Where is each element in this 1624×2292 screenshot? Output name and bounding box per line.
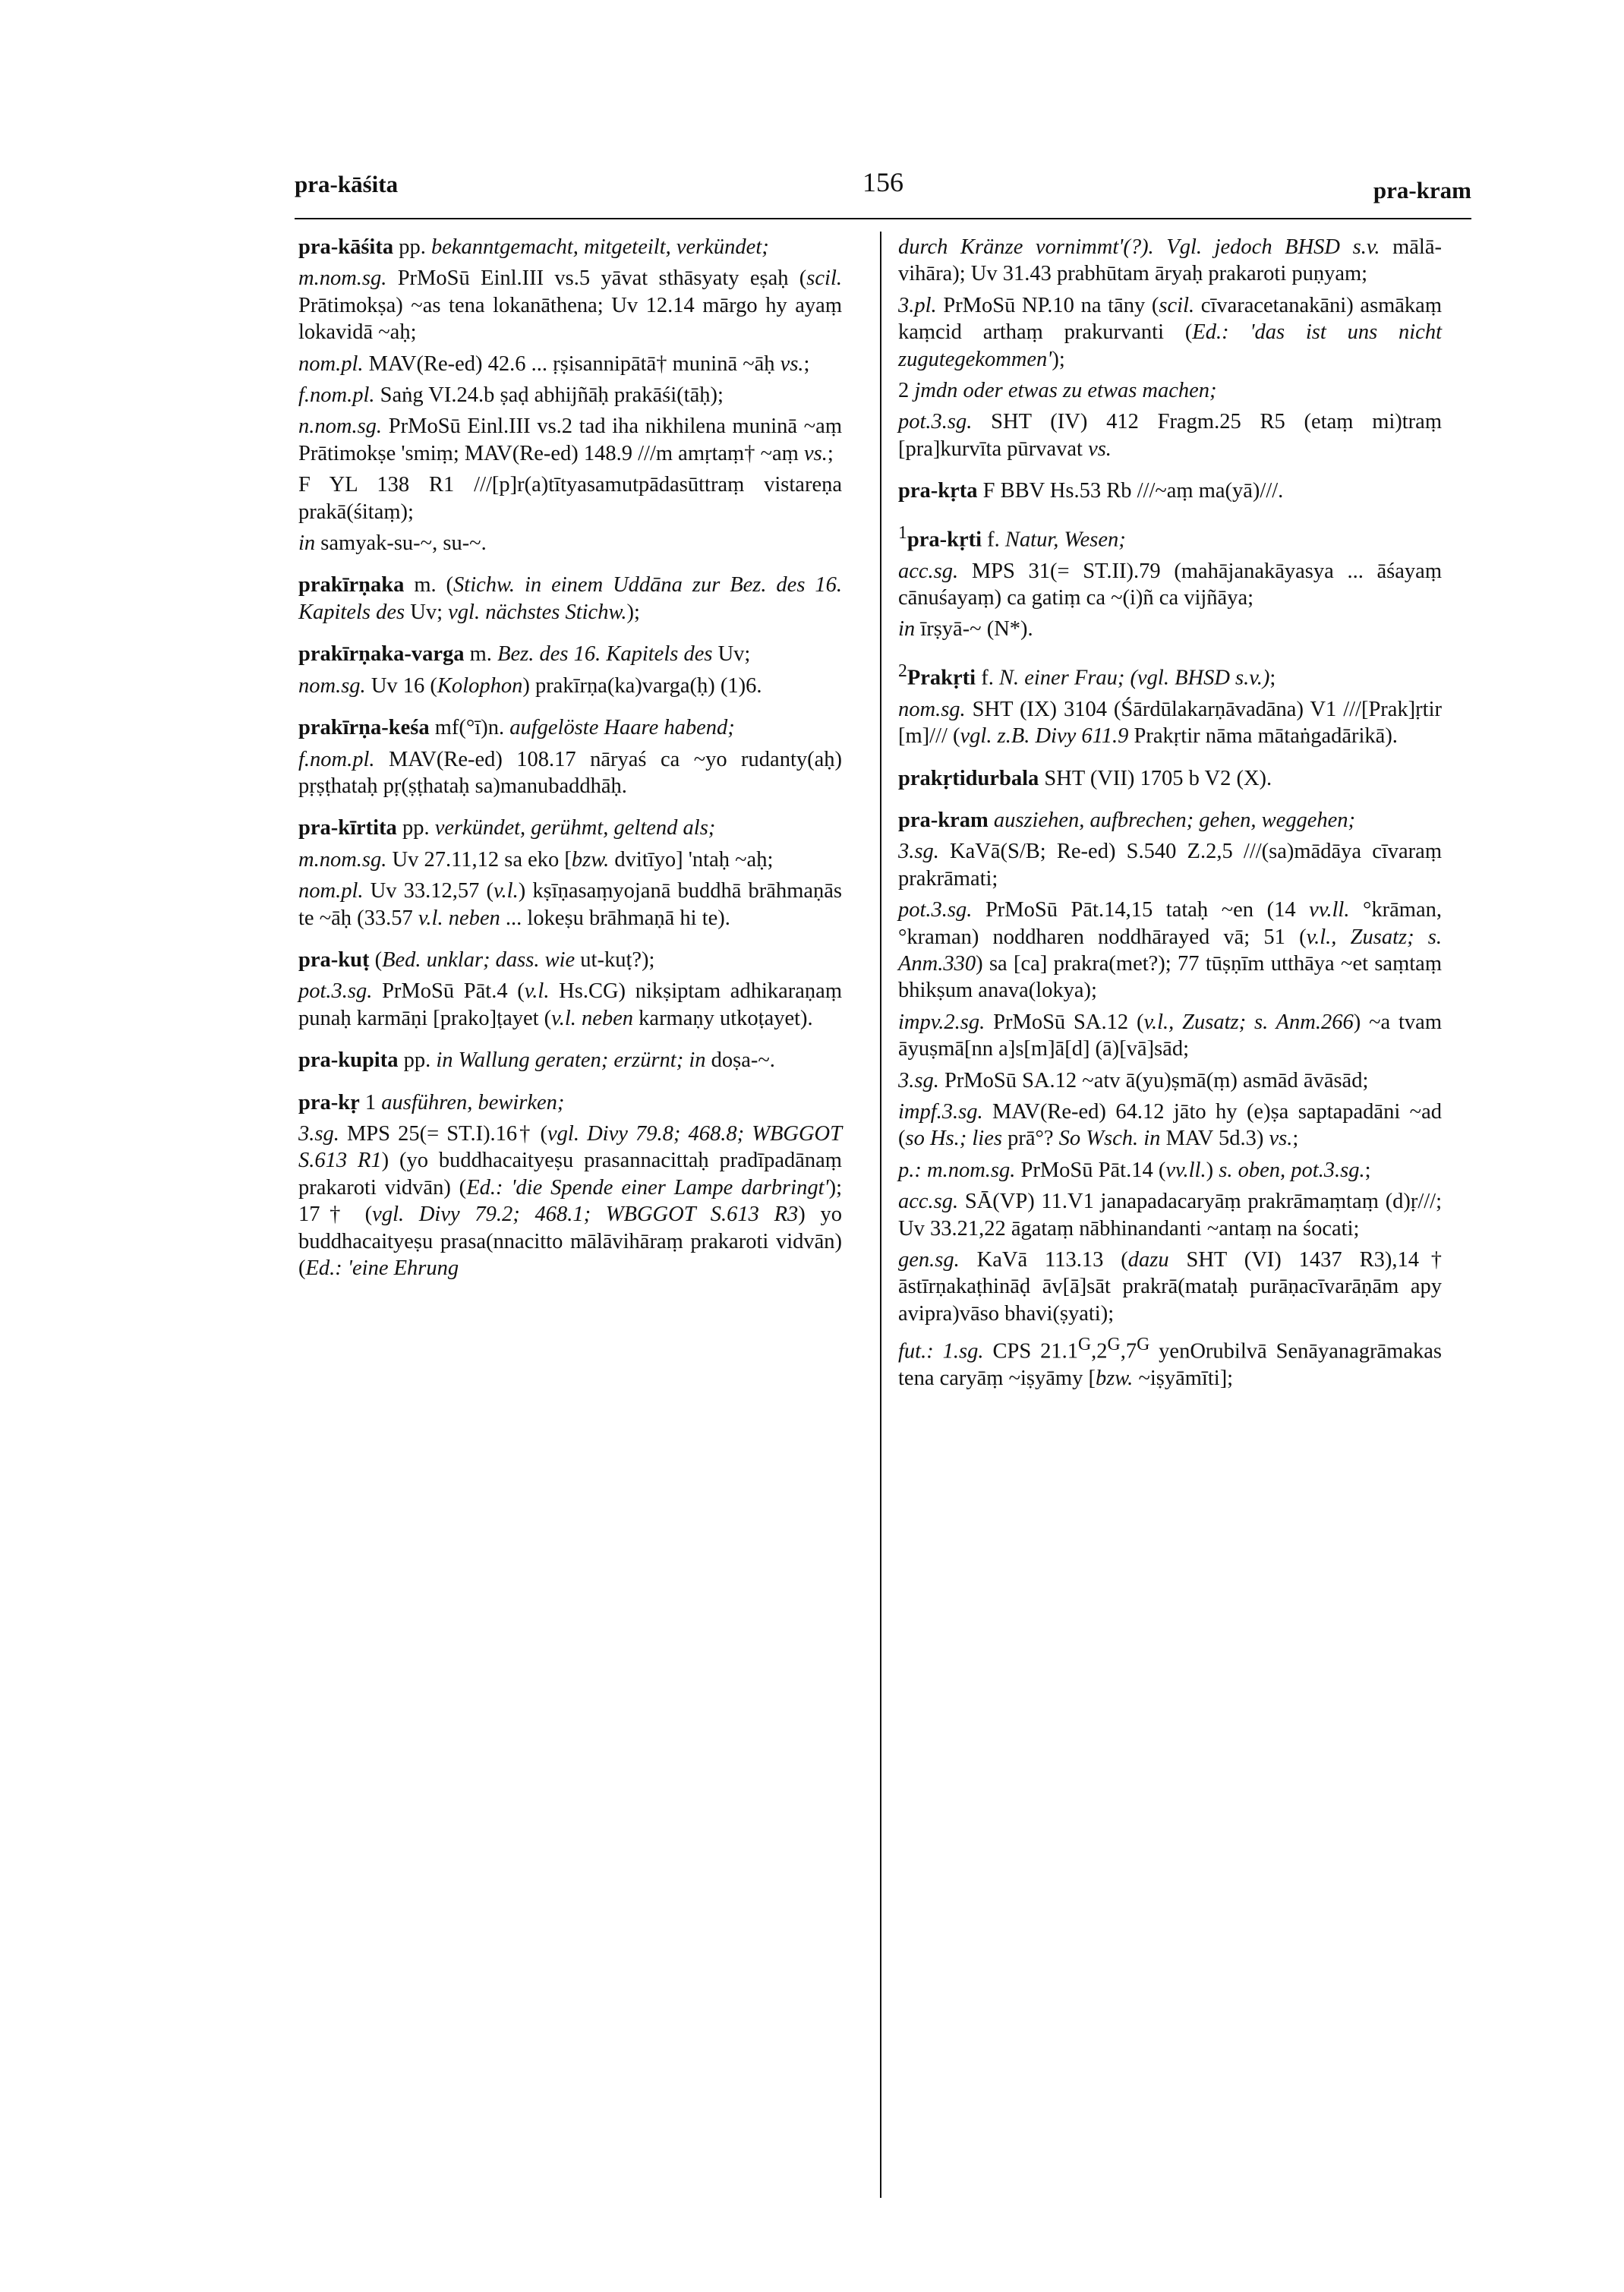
- dictionary-entry: [298, 234, 842, 556]
- left-column: [298, 234, 842, 1297]
- entry-citation: 3.pl. PrMoSū NP.10 na tāny (scil. cīvaracetanakāni) asmākaṃ kaṃcid arthaṃ prakurvanti (Ed.: 'das ist uns nicht zugutegekommen');: [898, 293, 1443, 371]
- entry-citation: nom.pl. Uv 33.12,57 (v.l.) kṣīṇasaṃyojanā buddhā brāhmaṇās te ~āḥ (33.57 v.l. neben ... lokeṣu brāhmaṇā hi te).: [298, 879, 842, 930]
- header-rule: [295, 218, 1471, 219]
- dictionary-entry: [898, 658, 1442, 750]
- entry-citation: pot.3.sg. SHT (IV) 412 Fragm.25 R5 (etaṃ mi)traṃ [pra]kurvīta pūrvavat vs.: [898, 410, 1442, 461]
- entry-citation: impv.2.sg. PrMoSū SA.12 (v.l., Zusatz; s. Anm.266) ~a tvam āyuṣmā[nn a]s[m]ā[d] (ā)[vā]sād;: [898, 1010, 1442, 1061]
- entry-headline: pra-kupita pp. in Wallung geraten; erzürnt; in doṣa-~.: [298, 1048, 775, 1073]
- entry-headline: prakṛtidurbala SHT (VII) 1705 b V2 (X).: [898, 766, 1272, 790]
- entry-citation: F YL 138 R1 ///[p]r(a)tītyasamutpādasūttraṃ vistareṇa prakā(śitaṃ);: [298, 473, 842, 524]
- entry-citation: f.nom.pl. MAV(Re-ed) 108.17 nāryaś ca ~yo rudanty(aḥ) pṛṣṭhataḥ pṛ(ṣṭhataḥ sa)manubaddhāḥ.: [298, 747, 842, 798]
- dictionary-entry: [298, 714, 842, 799]
- entry-citation: n.nom.sg. PrMoSū Einl.III vs.2 tad iha nikhilena muninā ~aṃ Prātimokṣe 'smiṃ; MAV(Re-ed) 148.9 ///m amṛtaṃ† ~aṃ vs.;: [298, 415, 842, 465]
- dictionary-entry: [898, 478, 1442, 504]
- entry-headline: pra-kram ausziehen, aufbrechen; gehen, weggehen;: [898, 808, 1356, 832]
- dictionary-entry: [298, 1047, 842, 1073]
- dictionary-entry: [298, 815, 842, 932]
- entry-headline: prakīrṇa-keśa mf(°ī)n. aufgelöste Haare habend;: [298, 716, 735, 740]
- header-left-keyword: pra-kāśita: [295, 171, 399, 197]
- entry-citation: f.nom.pl. Saṅg VI.24.b ṣaḍ abhijñāḥ prakāśi(tāḥ);: [298, 383, 724, 408]
- dictionary-entry: [898, 520, 1442, 643]
- page-number: 156: [862, 167, 903, 197]
- entry-citation: 2 jmdn oder etwas zu etwas machen;: [898, 379, 1217, 403]
- entry-headline: pra-kṛ 1 ausführen, bewirken;: [298, 1090, 565, 1114]
- entry-citation: pot.3.sg. PrMoSū Pāt.4 (v.l. Hs.CG) nikṣiptam adhikaraṇaṃ punaḥ karmāṇi [prako]ṭayet (v.l. neben karmaṇy utkoṭayet).: [298, 979, 842, 1030]
- entry-headline: durch Kränze vornimmt'(?). Vgl. jedoch BHSD s.v. mālā-vihāra); Uv 31.43 prabhūtam āryaḥ prakaroti puṇyam;: [898, 235, 1442, 286]
- dictionary-entry: [298, 572, 842, 626]
- entry-citation: 3.sg. KaVā(S/B; Re-ed) S.540 Z.2,5 ///(sa)mādāya cīvaraṃ prakrāmati;: [898, 840, 1442, 891]
- dictionary-entry: [298, 1089, 842, 1282]
- entry-citation: pot.3.sg. PrMoSū Pāt.14,15 tataḥ ~en (14 vv.ll. °krāman, °kraman) noddharen noddhārayed vā; 51 (v.l., Zusatz; s. Anm.330) sa [ca] prakra(met?); 77 tūṣṇīm utthāya ~et saṃtaṃ bhikṣum anava(lokya);: [898, 898, 1442, 1003]
- entry-citation: m.nom.sg. Uv 27.11,12 sa eko [bzw. dvitīyo] 'ntaḥ ~aḥ;: [298, 847, 774, 872]
- entry-citation: in samyak-su-~, su-~.: [298, 531, 487, 556]
- entry-citation: m.nom.sg. PrMoSū Einl.III vs.5 yāvat sthāsyaty eṣaḥ (scil. Prātimokṣa) ~as tena lokanāthena; Uv 12.14 mārgo hy ayaṃ lokavidā ~aḥ;: [298, 266, 842, 345]
- entry-citation: acc.sg. MPS 31(= ST.II).79 (mahājanakāyasya ... āśayaṃ cānuśayaṃ) ca gatiṃ ca ~(i)ñ ca vijñāya;: [898, 559, 1442, 610]
- entry-headline: pra-kīrtita pp. verkündet, gerühmt, geltend als;: [298, 816, 716, 840]
- entry-headline: pra-kuṭ (Bed. unklar; dass. wie ut-kuṭ?);: [298, 947, 655, 972]
- entry-citation: nom.sg. SHT (IX) 3104 (Śārdūlakarṇāvadāna) V1 ///[Prak]ṛtir [m]/// (vgl. z.B. Divy 611.9 Prakṛtir nāma mātaṅgadārikā).: [898, 697, 1442, 749]
- entry-citation: p.: m.nom.sg. PrMoSū Pāt.14 (vv.ll.) s. oben, pot.3.sg.;: [898, 1158, 1371, 1182]
- entry-headline: prakīrṇaka-varga m. Bez. des 16. Kapitels des Uv;: [298, 642, 751, 667]
- entry-citation: nom.sg. Uv 16 (Kolophon) prakīrṇa(ka)varga(ḥ) (1)6.: [298, 673, 762, 698]
- entry-citation: nom.pl. MAV(Re-ed) 42.6 ... ṛṣisannipātā† muninā ~āḥ vs.;: [298, 352, 810, 376]
- entry-citation: in īrṣyā-~ (N*).: [898, 617, 1033, 642]
- dictionary-entry: [298, 641, 842, 699]
- entry-citation: 3.sg. PrMoSū SA.12 ~atv ā(yu)ṣmā(ṃ) asmād āvāsād;: [898, 1068, 1369, 1092]
- entry-headline: pra-kāśita pp. bekanntgemacht, mitgeteilt, verkündet;: [298, 235, 769, 259]
- entry-headline: $^2$Prakṛti f. N. einer Frau; (vgl. BHSD s.v.);: [898, 660, 1276, 690]
- dictionary-entry: [898, 234, 1442, 462]
- entry-citation: 3.sg. MPS 25(= ST.I).16† (vgl. Divy 79.8; 468.8; WBGGOT S.613 R1) (yo buddhacaityeṣu prasannacittaḥ pradīpadānaṃ prakaroti vidvān) (Ed.: 'die Spende einer Lampe darbringt'); 17† (vgl. Divy 79.2; 468.1; WBGGOT S.613 R3) yo buddhacaityeṣu prasa(nnacitto mālāvihāraṃ prakaroti vidvān) (Ed.: 'eine Ehrung: [298, 1121, 842, 1280]
- entry-headline: pra-kṛta F BBV Hs.53 Rb ///~aṃ ma(yā)///.: [898, 479, 1284, 503]
- column-divider: [880, 232, 881, 2198]
- entry-headline: $^1$pra-kṛti f. Natur, Wesen;: [898, 522, 1126, 552]
- running-header: [295, 167, 1471, 218]
- entry-citation: fut.: 1.sg. CPS $21.1^G,2^G,7^G$ yenOrubilvā Senāyanagrāmakas tena caryāṃ ~iṣyāmy [bzw. ~iṣyāmīti];: [898, 1335, 1442, 1391]
- dictionary-entry: [898, 807, 1442, 1392]
- header-right-keyword: pra-kram: [1373, 177, 1471, 203]
- entry-headline: prakīrṇaka m. (Stichw. in einem Uddāna zur Bez. des 16. Kapitels des Uv; vgl. nächstes Stichw.);: [298, 573, 842, 624]
- entry-citation: gen.sg. KaVā 113.13 (dazu SHT (VI) 1437 R3),14† āstīrṇakaṭhināḍ āv[ā]sāt prakrā(mataḥ purāṇacīvarāṇām apy avipra)vāso bhavi(ṣyati);: [898, 1248, 1442, 1326]
- dictionary-entry: [298, 947, 842, 1032]
- right-column: [898, 234, 1442, 1408]
- entry-citation: impf.3.sg. MAV(Re-ed) 64.12 jāto hy (e)ṣa saptapadāni ~ad (so Hs.; lies prā°? So Wsch. in MAV 5d.3) vs.;: [898, 1099, 1442, 1151]
- entry-citation: acc.sg. SĀ(VP) 11.V1 janapadacaryāṃ prakrāmaṃtaṃ (d)ṛ///; Uv 33.21,22 āgataṃ nābhinandanti ~antaṃ na śocati;: [898, 1190, 1442, 1241]
- dictionary-entry: [898, 765, 1442, 792]
